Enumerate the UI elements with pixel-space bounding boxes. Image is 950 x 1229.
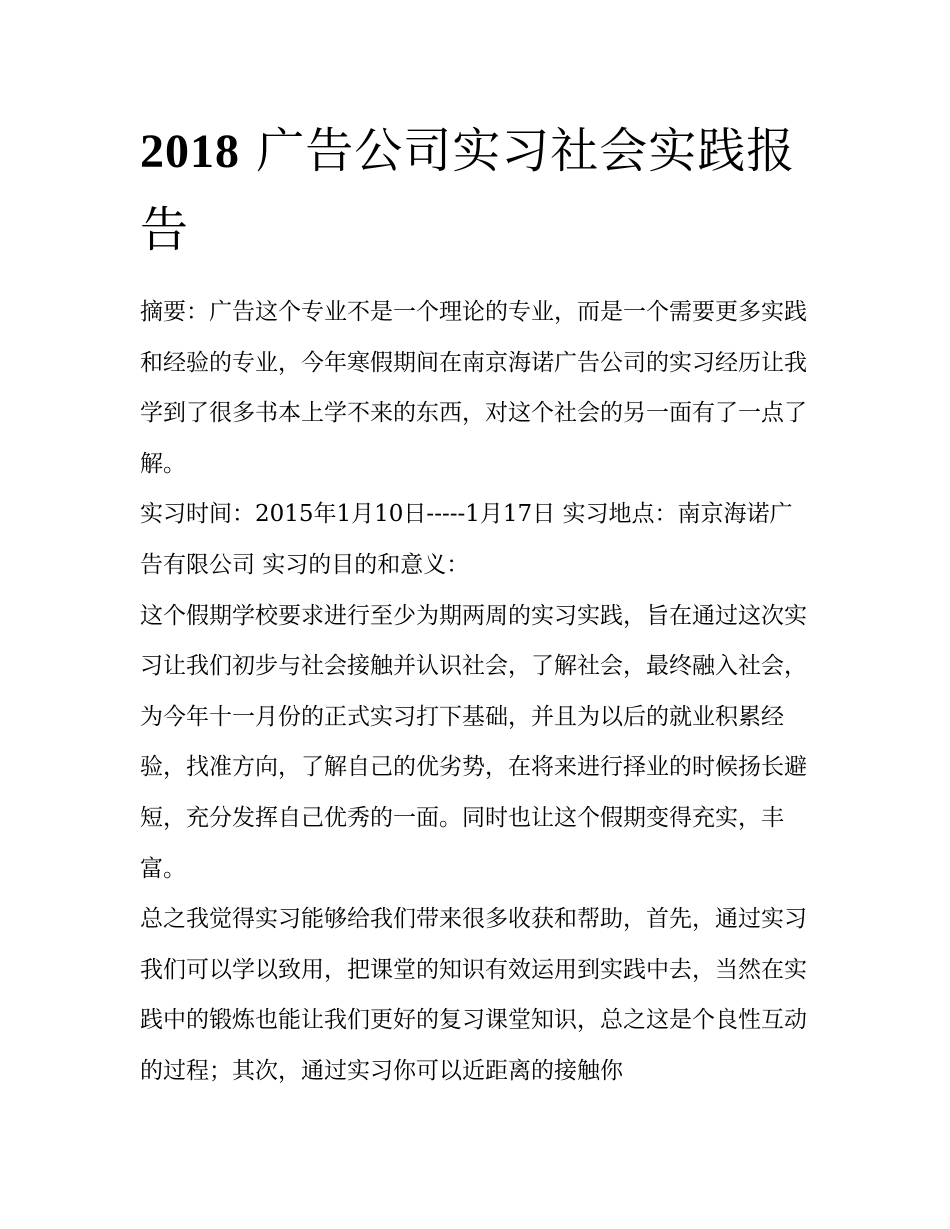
summary-paragraph: 总之我觉得实习能够给我们带来很多收获和帮助，首先，通过实习我们可以学以致用，把课堂的知识有效运用到实践中去，当然在实践中的锻炼也能让我们更好的复习课堂知识，总之这是个良性互动的过程；其次，通过实习你可以近距离的接触你 bbox=[140, 906, 807, 1084]
document-body bbox=[140, 287, 812, 1097]
purpose-paragraph: 这个假期学校要求进行至少为期两周的实习实践，旨在通过这次实习让我们初步与社会接触并认识社会，了解社会，最终融入社会，为今年十一月份的正式实习打下基础，并且为以后的就业积累经验，找准方向，了解自己的优劣势，在将来进行择业的时候扬长避短，充分发挥自己优秀的一面。同时也让这个假期变得充实，丰富。 bbox=[140, 602, 807, 882]
title-year: 2018 bbox=[140, 125, 240, 178]
document-title bbox=[140, 112, 812, 269]
document-page bbox=[140, 112, 812, 1097]
title-text: 广告公司实习社会实践报告 bbox=[140, 123, 796, 258]
internship-info-paragraph: 实习时间：2015年1月10日-----1月17日 实习地点：南京海诺广告有限公司 实习的目的和意义： bbox=[140, 501, 793, 578]
abstract-paragraph: 摘要：广告这个专业不是一个理论的专业，而是一个需要更多实践和经验的专业，今年寒假期间在南京海诺广告公司的实习经历让我学到了很多书本上学不来的东西，对这个社会的另一面有了一点了解。 bbox=[140, 299, 807, 477]
